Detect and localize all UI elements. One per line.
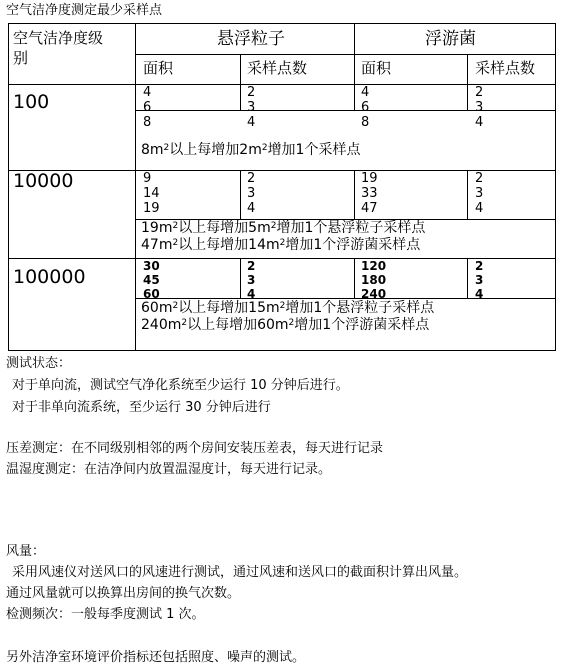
note-text: 增加1个悬浮粒子采样点: [285, 300, 435, 316]
note-text: 增加1个浮游菌采样点: [285, 237, 421, 253]
test-state-item: 对于单向流，测试空气净化系统至少运行 10 分钟后进行。: [12, 378, 349, 393]
bacteria-points: 2 3 4: [475, 259, 484, 301]
sub-header-points: 采样点数: [247, 59, 308, 77]
sub-header-points: 采样点数: [475, 59, 536, 77]
pressure-test-text: 压差测定：在不同级别相邻的两个房间安装压差表，每天进行记录: [6, 441, 384, 456]
note-sup: 2: [172, 238, 179, 248]
particle-area: 4 6 8: [143, 85, 152, 130]
particle-points: 2 3 4: [247, 259, 256, 301]
sampling-rule-note: [141, 300, 434, 317]
other-indicators-text: 另外洁净室环境评价指标还包括照度、噪声的测试。: [6, 650, 306, 665]
note-text: 增加1个悬浮粒子采样点: [276, 220, 426, 236]
note-text: 19m: [141, 220, 173, 236]
note-sup: 2: [270, 221, 277, 231]
particle-points: 2 3 4: [247, 171, 256, 216]
note-text: 以上每增加60m: [187, 317, 289, 333]
col-divider: [354, 170, 355, 219]
note-text: 以上每增加2m: [169, 142, 262, 158]
header-class-line: 空气洁净度级: [13, 29, 104, 47]
sampling-points-table: [8, 23, 556, 351]
note-text: 增加1个采样点: [267, 142, 361, 158]
sampling-rule-note: [141, 220, 425, 237]
particle-points: 2 3 4: [247, 85, 256, 130]
col-divider: [467, 170, 468, 219]
bacteria-points: 2 3 4: [475, 85, 484, 130]
col-divider: [135, 24, 136, 350]
note-text: 8m: [141, 142, 164, 158]
test-state-label: 测试状态：: [6, 356, 72, 371]
header-class: [13, 28, 103, 68]
bacteria-points: 2 3 4: [475, 171, 484, 216]
note-sup: 2: [288, 318, 295, 328]
col-divider: [240, 258, 241, 298]
note-sup: 2: [181, 318, 188, 328]
header-bacteria: 浮游菌: [425, 29, 476, 49]
particle-area: 9 14 19: [143, 171, 160, 216]
col-divider: [240, 170, 241, 219]
row-divider: [135, 110, 555, 111]
note-text: 以上每增加5m: [178, 220, 271, 236]
air-volume-text: 采用风速仪对送风口的风速进行测试，通过风速和送风口的截面积计算出风量。: [12, 565, 468, 580]
col-divider: [467, 54, 468, 110]
note-sup: 2: [172, 221, 179, 231]
sub-header-area: 面积: [143, 59, 174, 77]
bacteria-area: 19 33 47: [361, 171, 378, 216]
header-class-line: 别: [13, 49, 29, 67]
note-sup: 2: [279, 301, 286, 311]
note-text: 以上每增加15m: [178, 300, 280, 316]
page-title: 空气洁净度测定最少采样点: [6, 3, 163, 18]
humidity-test-text: 温湿度测定：在洁净间内放置温湿度计，每天进行记录。: [6, 462, 332, 477]
sampling-rule-note: [141, 237, 420, 254]
sampling-rule-note: [141, 317, 429, 334]
particle-area: 30 45 60: [143, 259, 160, 301]
note-text: 47m: [141, 237, 173, 253]
test-frequency-text: 检测频次：一般每季度测试 1 次。: [6, 607, 205, 622]
bacteria-area: 4 6 8: [361, 85, 370, 130]
note-text: 60m: [141, 300, 173, 316]
air-volume-text: 通过风量就可以换算出房间的换气次数。: [6, 586, 241, 601]
test-state-item: 对于非单向流系统，至少运行 30 分钟后进行: [12, 400, 271, 415]
col-divider: [240, 54, 241, 110]
note-text: 增加1个浮游菌采样点: [294, 317, 430, 333]
row-divider: [9, 258, 555, 259]
row-divider: [135, 298, 555, 299]
note-sup: 2: [163, 143, 170, 153]
note-sup: 2: [172, 301, 179, 311]
class-level: 10000: [13, 170, 74, 192]
class-level: 100000: [13, 266, 86, 288]
sampling-rule-note: [141, 142, 360, 159]
row-divider: [135, 54, 555, 55]
note-sup: 2: [279, 238, 286, 248]
note-text: 240m: [141, 317, 182, 333]
class-level: 100: [13, 91, 50, 113]
bacteria-area: 120 180 240: [361, 259, 387, 301]
note-text: 以上每增加14m: [178, 237, 280, 253]
header-particles: 悬浮粒子: [217, 29, 285, 49]
note-sup: 2: [261, 143, 268, 153]
air-volume-label: 风量：: [6, 544, 46, 559]
sub-header-area: 面积: [361, 59, 392, 77]
col-divider: [467, 258, 468, 298]
row-divider: [9, 170, 555, 171]
col-divider: [354, 258, 355, 298]
row-divider: [9, 84, 555, 85]
col-divider: [354, 24, 355, 110]
